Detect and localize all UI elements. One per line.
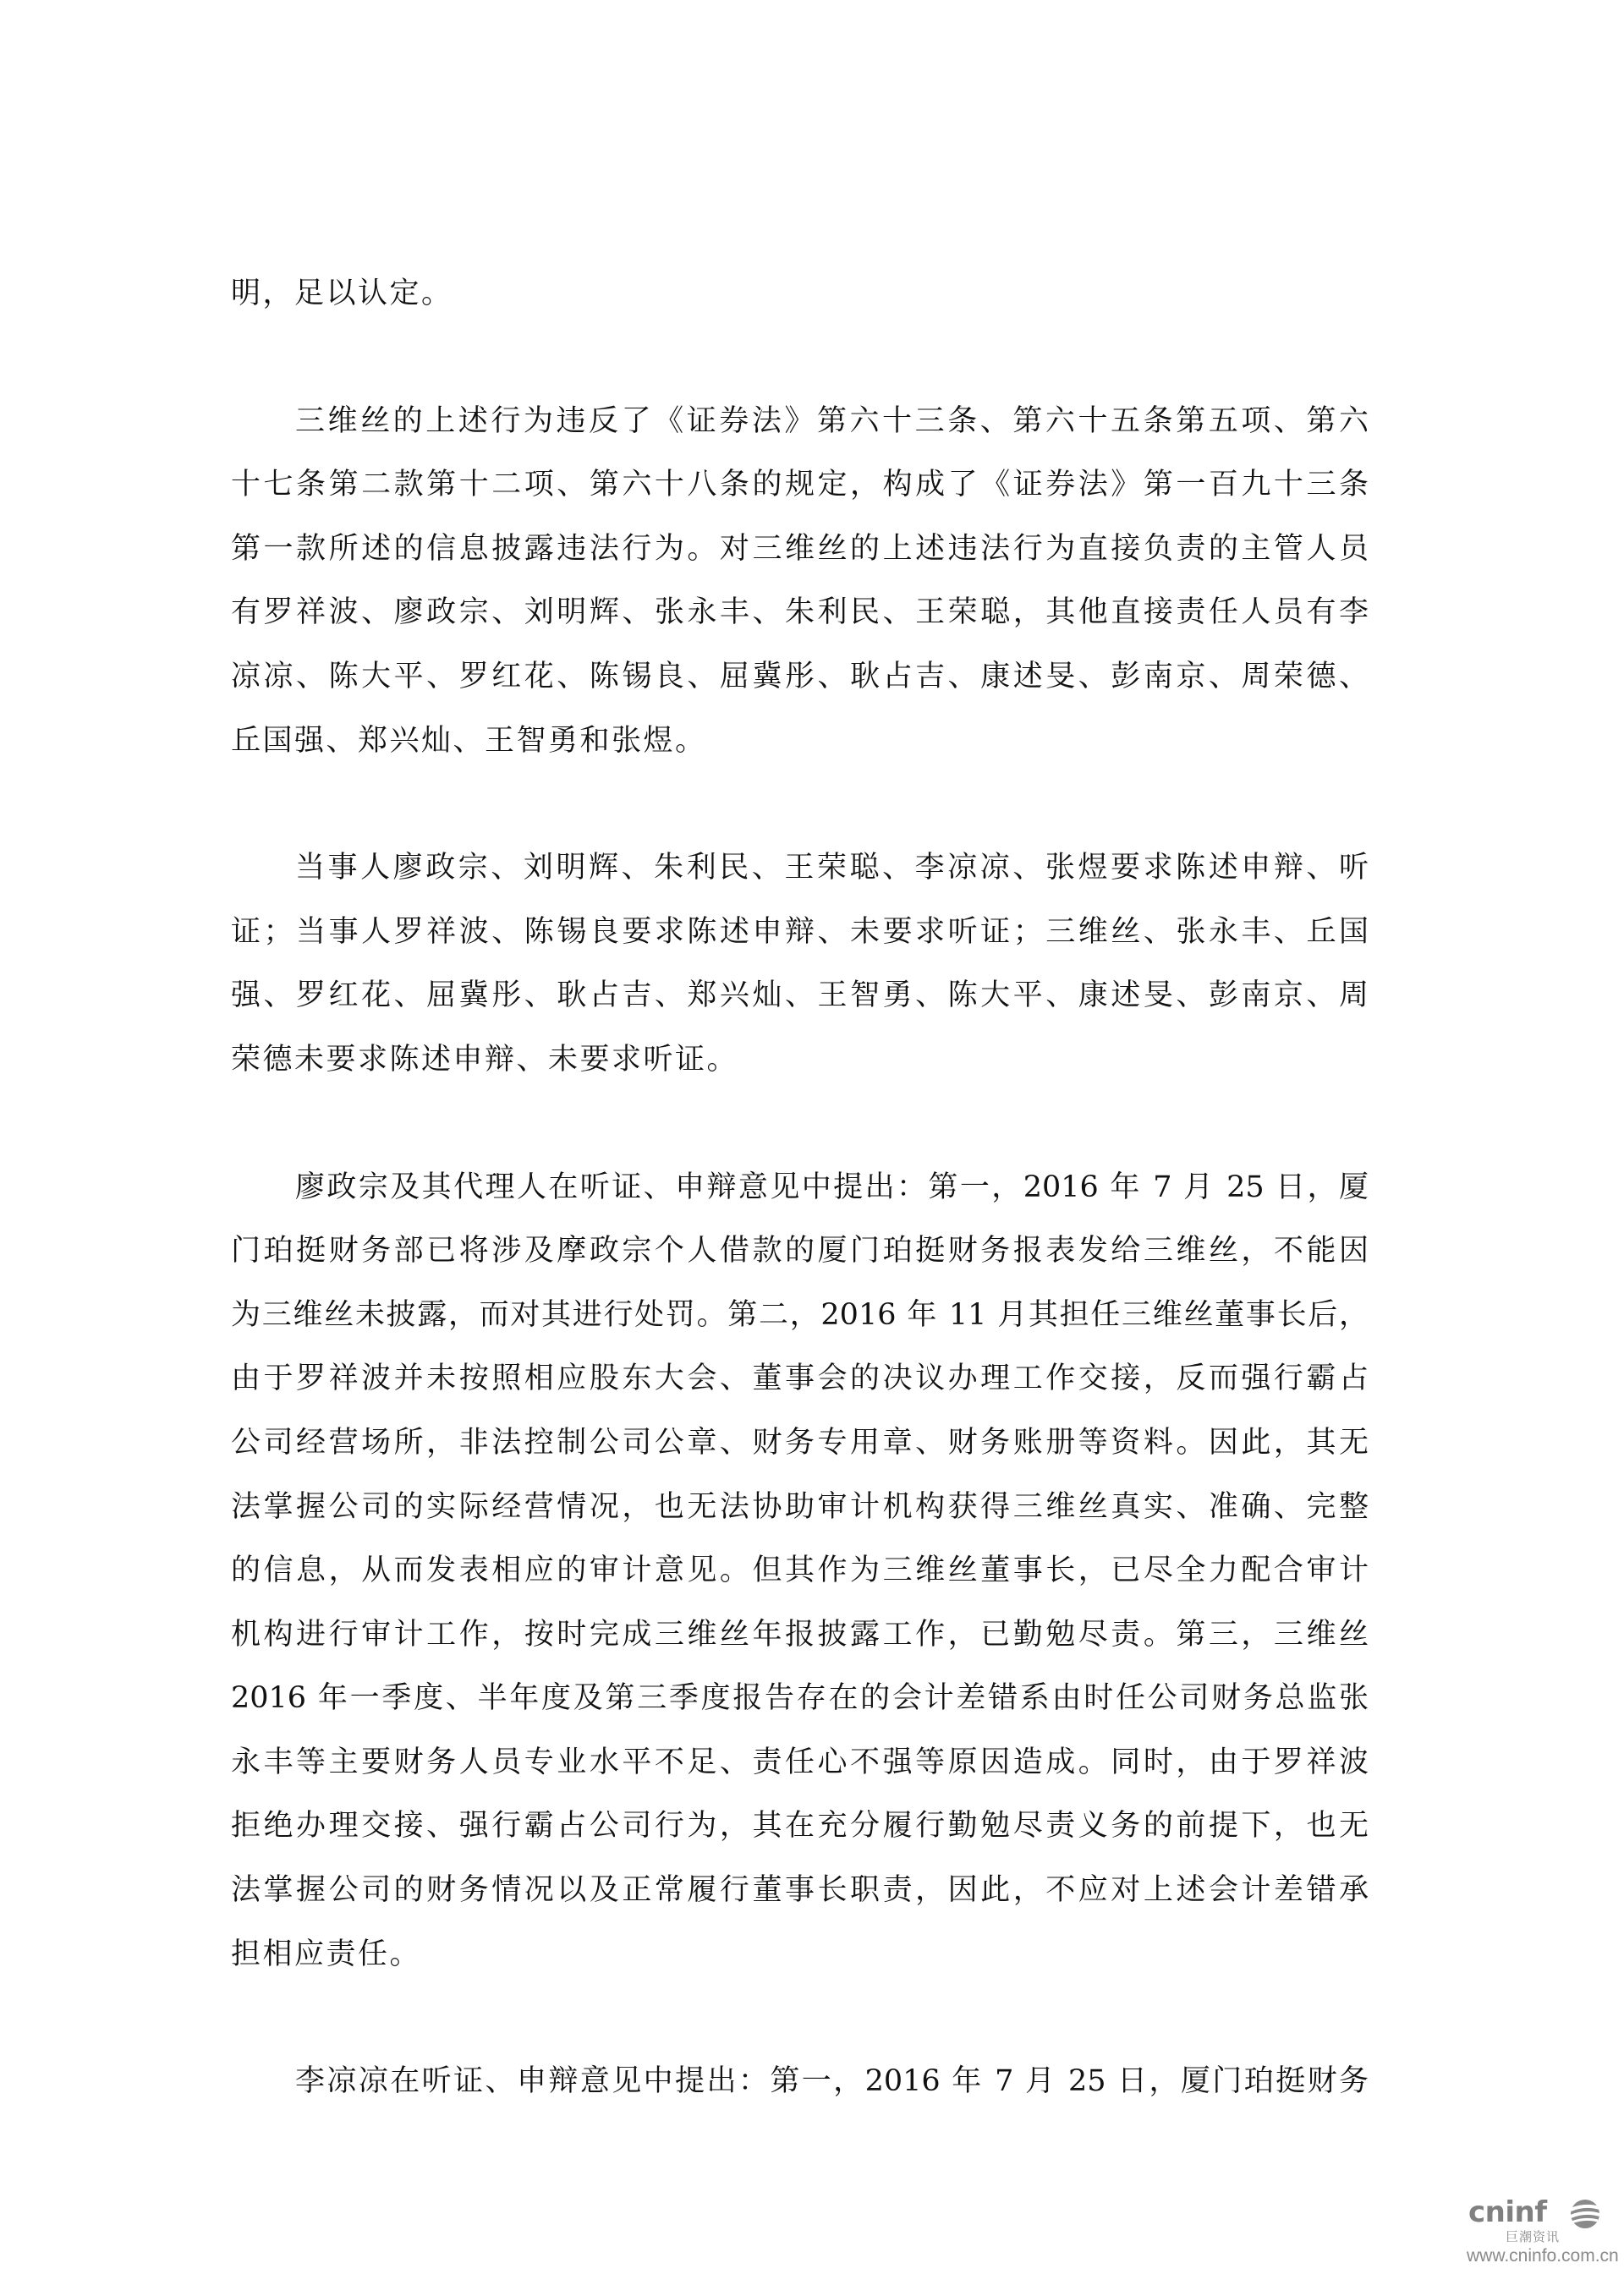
paragraph-1 bbox=[231, 272, 1369, 337]
text-line: 机构进行审计工作，按时完成三维丝年报披露工作，已勤勉尽责。第三，三维丝 bbox=[231, 1617, 1369, 1652]
text-line: 三维丝的上述行为违反了《证券法》第六十三条、第六十五条第五项、第六 bbox=[295, 403, 1369, 438]
logo-url: www.cninfo.com.cn bbox=[1467, 2246, 1619, 2266]
text-line: 当事人廖政宗、刘明辉、朱利民、王荣聪、李凉凉、张煜要求陈述申辩、听 bbox=[295, 851, 1369, 885]
cninfo-watermark-logo bbox=[1463, 2195, 1624, 2280]
paragraph-3 bbox=[231, 847, 1369, 1102]
text-line: 明，足以认定。 bbox=[231, 277, 453, 310]
logo-brand-text: cninf bbox=[1468, 2195, 1547, 2229]
text-line: 第一款所述的信息披露违法行为。对三维丝的上述违法行为直接负责的主管人员 bbox=[231, 531, 1369, 566]
text-line: 2016 年一季度、半年度及第三季度报告存在的会计差错系由时任公司财务总监张 bbox=[231, 1681, 1369, 1716]
text-line: 拒绝办理交接、强行霸占公司行为，其在充分履行勤勉尽责义务的前提下，也无 bbox=[231, 1809, 1369, 1844]
text-line: 法掌握公司的财务情况以及正常履行董事长职责，因此，不应对上述会计差错承 bbox=[231, 1873, 1369, 1908]
text-line: 永丰等主要财务人员专业水平不足、责任心不强等原因造成。同时，由于罗祥波 bbox=[231, 1745, 1369, 1779]
text-line: 担相应责任。 bbox=[231, 1937, 422, 1971]
paragraph-4 bbox=[231, 1166, 1369, 1997]
text-line: 荣德未要求陈述申辩、未要求听证。 bbox=[231, 1042, 739, 1077]
text-line: 的信息，从而发表相应的审计意见。但其作为三维丝董事长，已尽全力配合审计 bbox=[231, 1553, 1369, 1588]
text-line: 廖政宗及其代理人在听证、申辩意见中提出：第一，2016 年 7 月 25 日，厦 bbox=[295, 1170, 1369, 1204]
text-line: 公司经营场所，非法控制公司公章、财务专用章、财务账册等资料。因此，其无 bbox=[231, 1425, 1369, 1460]
text-line: 丘国强、郑兴灿、王智勇和张煜。 bbox=[231, 723, 707, 758]
text-line: 由于罗祥波并未按照相应股东大会、董事会的决议办理工作交接，反而强行霸占 bbox=[231, 1362, 1369, 1396]
text-line: 强、罗红花、屈冀彤、耿占吉、郑兴灿、王智勇、陈大平、康述旻、彭南京、周 bbox=[231, 978, 1369, 1013]
paragraph-2 bbox=[231, 400, 1369, 784]
text-line: 凉凉、陈大平、罗红花、陈锡良、屈冀彤、耿占吉、康述旻、彭南京、周荣德、 bbox=[231, 659, 1369, 693]
document-body bbox=[231, 272, 1369, 2188]
text-line: 门珀挺财务部已将涉及摩政宗个人借款的厦门珀挺财务报表发给三维丝，不能因 bbox=[231, 1234, 1369, 1269]
text-line: 有罗祥波、廖政宗、刘明辉、张永丰、朱利民、王荣聪，其他直接责任人员有李 bbox=[231, 595, 1369, 630]
paragraph-5 bbox=[231, 2060, 1369, 2124]
text-line: 证；当事人罗祥波、陈锡良要求陈述申辩、未要求听证；三维丝、张永丰、丘国 bbox=[231, 914, 1369, 949]
text-line: 法掌握公司的实际经营情况，也无法协助审计机构获得三维丝真实、准确、完整 bbox=[231, 1489, 1369, 1524]
text-line: 李凉凉在听证、申辩意见中提出：第一，2016 年 7 月 25 日，厦门珀挺财务 bbox=[295, 2064, 1369, 2099]
text-line: 十七条第二款第十二项、第六十八条的规定，构成了《证券法》第一百九十三条 bbox=[231, 468, 1369, 502]
text-line: 为三维丝未披露，而对其进行处罚。第二，2016 年 11 月其担任三维丝董事长后， bbox=[231, 1297, 1369, 1332]
logo-chinese-name: 巨潮资讯 bbox=[1506, 2229, 1561, 2244]
cninfo-swirl-icon bbox=[1568, 2197, 1602, 2231]
